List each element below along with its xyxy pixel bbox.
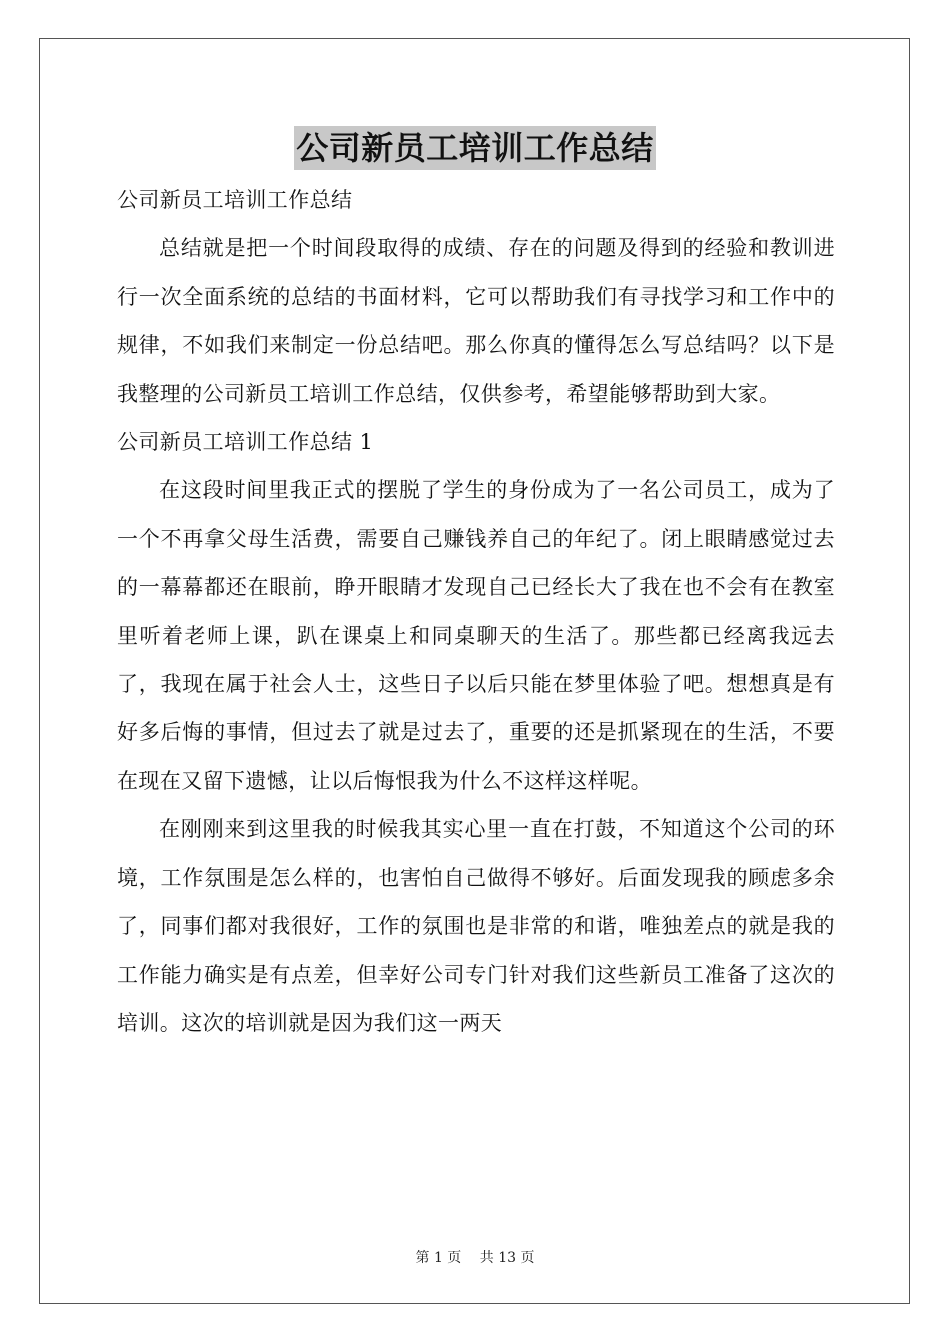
page-number: 第 1 页 [415,1250,462,1266]
document-title [0,126,950,177]
document-body [117,176,835,1047]
page-total: 共 13 页 [479,1250,535,1266]
intro-paragraph: 总结就是把一个时间段取得的成绩、存在的问题及得到的经验和教训进行一次全面系统的总结的书面材料，它可以帮助我们有寻找学习和工作中的规律，不如我们来制定一份总结吧。那么你真的懂得怎么写总结吗？以下是我整理的公司新员工培训工作总结，仅供参考，希望能够帮助到大家。 [117,236,835,406]
section-heading-1: 公司新员工培训工作总结 1 [117,430,374,455]
subtitle-line: 公司新员工培训工作总结 [117,188,353,212]
body-paragraph-2: 在刚刚来到这里我的时候我其实心里一直在打鼓，不知道这个公司的环境，工作氛围是怎么样的，也害怕自己做得不够好。后面发现我的顾虑多余了，同事们都对我很好，工作的氛围也是非常的和谐，唯独差点的就是我的工作能力确实是有点差，但幸好公司专门针对我们这些新员工准备了这次的培训。这次的培训就是因为我们这一两天 [117,817,835,1035]
page-footer [0,1247,950,1267]
document-title-text: 公司新员工培训工作总结 [294,126,656,170]
body-paragraph-1: 在这段时间里我正式的摆脱了学生的身份成为了一名公司员工，成为了一个不再拿父母生活费，需要自己赚钱养自己的年纪了。闭上眼睛感觉过去的一幕幕都还在眼前，睁开眼睛才发现自己已经长大了我在也不会有在教室里听着老师上课，趴在课桌上和同桌聊天的生活了。那些都已经离我远去了，我现在属于社会人士，这些日子以后只能在梦里体验了吧。想想真是有好多后悔的事情，但过去了就是过去了，重要的还是抓紧现在的生活，不要在现在又留下遗憾，让以后悔恨我为什么不这样这样呢。 [117,478,835,793]
